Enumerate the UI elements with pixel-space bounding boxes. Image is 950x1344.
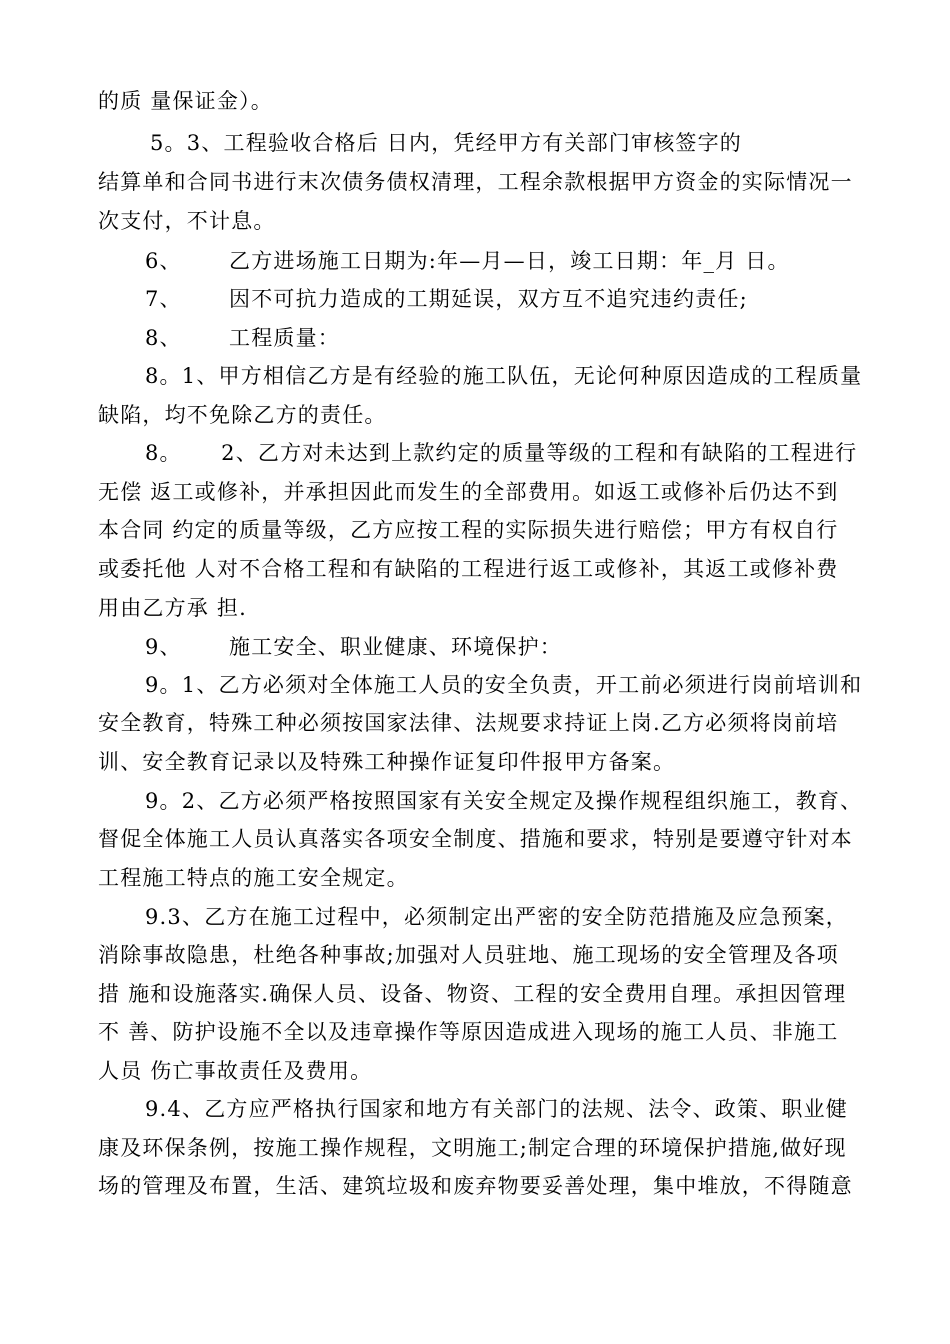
text-line: 消除事故隐患，杜绝各种事故;加强对人员驻地、施工现场的安全管理及各项 [98, 943, 839, 967]
text-line: 缺陷，均不免除乙方的责任。 [98, 403, 387, 427]
text-line: 9、 施工安全、职业健康、环境保护： [145, 635, 563, 659]
text-line: 9.4、乙方应严格执行国家和地方有关部门的法规、法令、政策、职业健 [145, 1097, 848, 1121]
text-line: 场的管理及布置，生活、建筑垃圾和废弃物要妥善处理，集中堆放，不得随意 [98, 1174, 853, 1198]
text-line: 9.3、乙方在施工过程中，必须制定出严密的安全防范措施及应急预案， [145, 905, 848, 929]
text-line: 8。 2、乙方对未达到上款约定的质量等级的工程和有缺陷的工程进行 [145, 441, 858, 465]
text-line: 本合同 约定的质量等级，乙方应按工程的实际损失进行赔偿；甲方有权自行 [98, 518, 839, 542]
text-line: 结算单和合同书进行末次债务债权清理，工程余款根据甲方资金的实际情况一 [98, 170, 853, 194]
text-line: 的质 量保证金）。 [98, 89, 273, 113]
text-line: 用由乙方承 担. [98, 596, 247, 620]
text-line: 6、 乙方进场施工日期为:年—月—日，竣工日期：年_月 日。 [145, 249, 790, 273]
text-line: 人员 伤亡事故责任及费用。 [98, 1059, 373, 1083]
text-line: 8、 工程质量： [145, 326, 341, 350]
text-line: 督促全体施工人员认真落实各项安全制度、措施和要求，特别是要遵守针对本 [98, 827, 853, 851]
text-line: 康及环保条例，按施工操作规程，文明施工;制定合理的环境保护措施,做好现 [98, 1136, 847, 1160]
text-line: 次支付，不计息。 [98, 209, 276, 233]
text-line: 9。1、乙方必须对全体施工人员的安全负责，开工前必须进行岗前培训和 [145, 673, 863, 697]
text-line: 无偿 返工或修补，并承担因此而发生的全部费用。如返工或修补后仍达不到 [98, 480, 839, 504]
text-line: 5。3、工程验收合格后 日内，凭经甲方有关部门审核签字的 [150, 131, 742, 155]
text-line: 9。2、乙方必须严格按照国家有关安全规定及操作规程组织施工，教育、 [145, 789, 863, 813]
text-line: 安全教育，特殊工种必须按国家法律、法规要求持证上岗.乙方必须将岗前培 [98, 711, 839, 735]
text-line: 工程施工特点的施工安全规定。 [98, 866, 409, 890]
text-line: 或委托他 人对不合格工程和有缺陷的工程进行返工或修补，其返工或修补费 [98, 557, 839, 581]
text-line: 7、 因不可抗力造成的工期延误，双方互不追究违约责任; [145, 287, 748, 311]
text-line: 8。1、甲方相信乙方是有经验的施工队伍，无论何种原因造成的工程质量 [145, 364, 863, 388]
text-line: 训、安全教育记录以及特殊工种操作证复印件报甲方备案。 [98, 750, 676, 774]
text-line: 不 善、防护设施不全以及违章操作等原因造成进入现场的施工人员、非施工 [98, 1020, 839, 1044]
text-line: 措 施和设施落实.确保人员、设备、物资、工程的安全费用自理。承担因管理 [98, 982, 847, 1006]
